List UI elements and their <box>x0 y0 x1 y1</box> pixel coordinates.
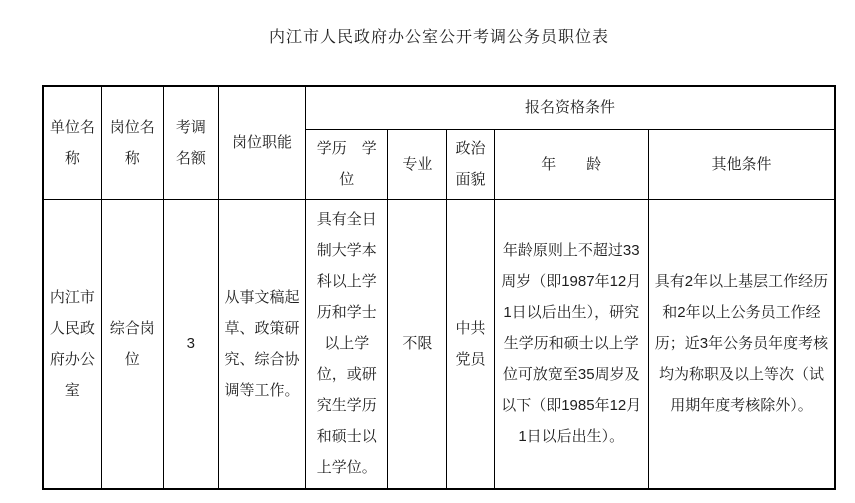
cell-position-name: 综合岗位 <box>101 199 163 489</box>
cell-political-status: 中共党员 <box>447 199 494 489</box>
cell-unit-name: 内江市人民政府办公室 <box>43 199 101 489</box>
cell-education: 具有全日制大学本科以上学历和学士以上学位，或研究生学历和硕士以上学位。 <box>306 199 388 489</box>
table-row <box>43 199 835 489</box>
col-header-major: 专业 <box>388 129 447 199</box>
col-header-quota: 考调名额 <box>163 86 218 199</box>
col-header-political-status: 政治面貌 <box>447 129 494 199</box>
col-header-duties: 岗位职能 <box>218 86 305 199</box>
cell-quota: 3 <box>163 199 218 489</box>
col-header-age: 年 龄 <box>494 129 648 199</box>
cell-other-conditions: 具有2年以上基层工作经历和2年以上公务员工作经历；近3年公务员年度考核均为称职及以上等次（试用期年度考核除外）。 <box>648 199 835 489</box>
cell-major: 不限 <box>388 199 447 489</box>
cell-age: 年龄原则上不超过33周岁（即1987年12月1日以后出生），研究生学历和硕士以上学位可放宽至35周岁及以下（即1985年12月1日以后出生）。 <box>494 199 648 489</box>
cell-duties: 从事文稿起草、政策研究、综合协调等工作。 <box>218 199 305 489</box>
col-header-qualification-group: 报名资格条件 <box>306 86 835 129</box>
job-position-table <box>42 85 836 490</box>
col-header-unit-name: 单位名称 <box>43 86 101 199</box>
col-header-position-name: 岗位名称 <box>101 86 163 199</box>
col-header-other-conditions: 其他条件 <box>648 129 835 199</box>
page-title: 内江市人民政府办公室公开考调公务员职位表 <box>268 29 609 46</box>
col-header-education: 学历 学位 <box>306 129 388 199</box>
header-row-top <box>43 86 835 129</box>
